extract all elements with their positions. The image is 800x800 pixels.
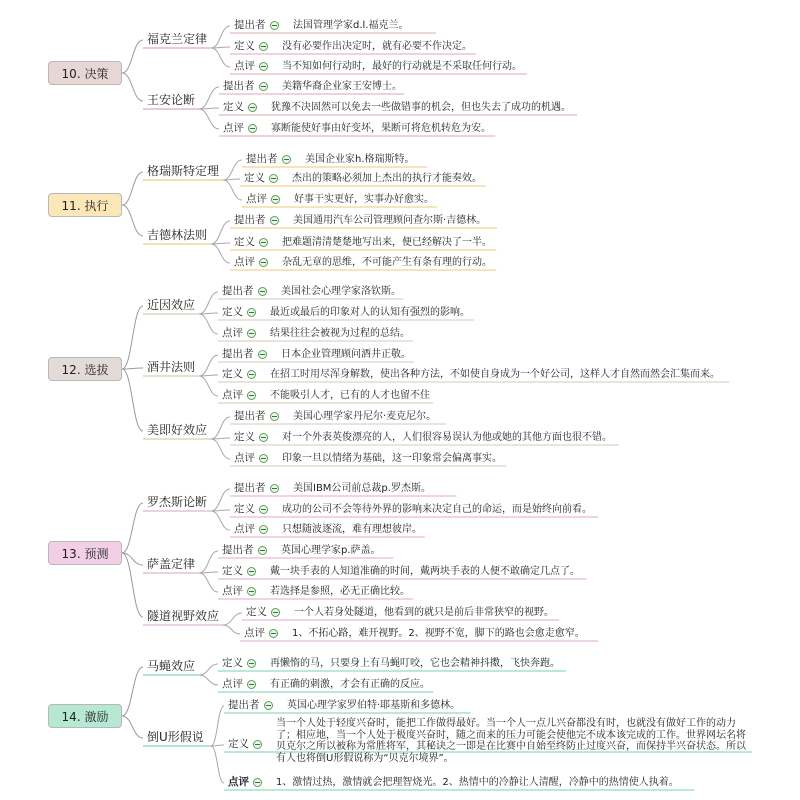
collapse-toggle-icon[interactable] xyxy=(259,525,268,534)
detail-branch-line xyxy=(199,551,218,573)
collapse-toggle-icon[interactable] xyxy=(282,155,291,164)
detail-text: 美籍华裔企业家王安博士。 xyxy=(282,81,402,92)
detail-text: 戴一块手表的人知道准确的时间，戴两块手表的人便不敢确定几点了。 xyxy=(270,566,580,577)
law-node[interactable]: 倒U形假说 xyxy=(147,730,204,744)
detail-branch-line xyxy=(199,292,218,314)
collapse-toggle-icon[interactable] xyxy=(253,740,262,749)
detail-text: 美国IBM公司前总裁p.罗杰斯。 xyxy=(293,483,431,494)
collapse-toggle-icon[interactable] xyxy=(258,287,267,296)
detail-branch-line xyxy=(199,376,218,396)
detail-label: 提出者 xyxy=(228,699,260,711)
detail-branch-line xyxy=(211,489,230,511)
detail-branch-line xyxy=(211,511,230,530)
category-node-12[interactable]: 12. 选拔 xyxy=(48,357,122,381)
collapse-toggle-icon[interactable] xyxy=(269,174,278,183)
detail-label: 提出者 xyxy=(222,285,254,297)
detail-branch-line xyxy=(211,221,230,244)
collapse-toggle-icon[interactable] xyxy=(259,454,268,463)
detail-text: 对一个外表英俊漂亮的人，人们很容易误认为他或她的其他方面也很不错。 xyxy=(282,432,612,443)
collapse-toggle-icon[interactable] xyxy=(259,82,268,91)
detail-label: 定义 xyxy=(222,657,243,669)
detail-text: 不能吸引人才，已有的人才也留不住 xyxy=(270,390,430,401)
law-node[interactable]: 萨盖定律 xyxy=(147,557,196,571)
category-branch-line xyxy=(122,368,143,369)
category-branch-line xyxy=(122,553,143,617)
detail-label: 定义 xyxy=(222,368,243,380)
detail-label: 点评 xyxy=(222,678,243,690)
detail-label: 定义 xyxy=(244,172,265,184)
detail-label: 定义 xyxy=(222,565,243,577)
detail-label: 点评 xyxy=(222,327,243,339)
collapse-toggle-icon[interactable] xyxy=(259,62,268,71)
detail-label: 提出者 xyxy=(223,80,255,92)
detail-text: 杰出的策略必须加上杰出的执行才能奏效。 xyxy=(292,173,482,184)
detail-branch-line xyxy=(211,439,230,459)
category-node-13[interactable]: 13. 预测 xyxy=(48,541,122,565)
detail-text: 当不知如何行动时，最好的行动就是不采取任何行动。 xyxy=(282,61,522,72)
detail-branch-line xyxy=(223,625,240,634)
detail-branch-line xyxy=(199,664,218,675)
collapse-toggle-icon[interactable] xyxy=(270,216,279,225)
collapse-toggle-icon[interactable] xyxy=(259,258,268,267)
collapse-toggle-icon[interactable] xyxy=(271,195,280,204)
detail-branch-line xyxy=(211,417,230,439)
collapse-toggle-icon[interactable] xyxy=(247,587,256,596)
category-branch-line xyxy=(122,306,143,369)
detail-branch-line xyxy=(199,109,219,129)
detail-label: 点评 xyxy=(234,523,255,535)
detail-label: 提出者 xyxy=(222,348,254,360)
detail-label: 点评 xyxy=(234,256,255,268)
detail-label: 点评 xyxy=(228,776,249,788)
detail-text: 最近或最后的印象对人的认知有强烈的影响。 xyxy=(270,307,470,318)
law-node[interactable]: 隧道视野效应 xyxy=(147,609,220,623)
detail-branch-line xyxy=(199,675,218,685)
detail-label: 点评 xyxy=(222,585,243,597)
detail-text: 法国管理学家d.l.福克兰。 xyxy=(293,20,409,31)
detail-branch-line xyxy=(199,573,218,592)
detail-label: 定义 xyxy=(246,606,267,618)
law-node[interactable]: 酒井法则 xyxy=(147,360,196,374)
detail-branch-line xyxy=(223,180,242,200)
detail-label: 点评 xyxy=(234,60,255,72)
detail-text: 美国通用汽车公司管理顾问查尔斯·吉德林。 xyxy=(293,215,487,226)
detail-label: 提出者 xyxy=(246,153,278,165)
detail-label: 点评 xyxy=(222,389,243,401)
collapse-toggle-icon[interactable] xyxy=(271,608,280,617)
detail-text: 日本企业管理顾问酒井正敬。 xyxy=(281,349,411,360)
detail-branch-line xyxy=(211,48,230,67)
detail-branch-line xyxy=(211,706,224,746)
detail-branch-line xyxy=(199,314,218,334)
detail-text: 美国企业家h.格瑞斯特。 xyxy=(305,154,415,165)
law-node[interactable]: 美即好效应 xyxy=(147,423,208,437)
detail-label: 定义 xyxy=(234,40,255,52)
detail-text: 只想随波逐流，难有理想彼岸。 xyxy=(282,524,422,535)
detail-label: 定义 xyxy=(222,306,243,318)
detail-branch-line xyxy=(211,26,230,48)
collapse-toggle-icon[interactable] xyxy=(247,567,256,576)
detail-label: 定义 xyxy=(234,503,255,515)
law-node[interactable]: 马蝇效应 xyxy=(147,659,196,673)
collapse-toggle-icon[interactable] xyxy=(259,433,268,442)
detail-text: 好事干实更好，实事办好愈实。 xyxy=(294,194,434,205)
category-node-14[interactable]: 14. 激励 xyxy=(48,704,122,728)
collapse-toggle-icon[interactable] xyxy=(247,329,256,338)
detail-text: 犹豫不决固然可以免去一些做错事的机会，但也失去了成功的机遇。 xyxy=(271,102,571,113)
law-node[interactable]: 王安论断 xyxy=(147,93,196,107)
collapse-toggle-icon[interactable] xyxy=(258,546,267,555)
category-branch-line xyxy=(122,73,143,101)
detail-text: 若选择是参照，必无正确比较。 xyxy=(270,586,410,597)
detail-branch-line xyxy=(211,746,224,783)
detail-text: 寡断能使好事由好变坏，果断可将危机转危为安。 xyxy=(271,123,491,134)
law-node[interactable]: 近因效应 xyxy=(147,298,196,312)
detail-branch-line xyxy=(199,355,218,376)
collapse-toggle-icon[interactable] xyxy=(258,350,267,359)
detail-label: 提出者 xyxy=(222,544,254,556)
detail-text: 再懒惰的马，只要身上有马蝇叮咬，它也会精神抖擞，飞快奔跑。 xyxy=(270,658,560,669)
detail-label: 定义 xyxy=(234,431,255,443)
collapse-toggle-icon[interactable] xyxy=(270,412,279,421)
collapse-toggle-icon[interactable] xyxy=(248,103,257,112)
detail-label: 提出者 xyxy=(234,214,266,226)
law-node[interactable]: 罗杰斯论断 xyxy=(147,495,208,509)
law-node[interactable]: 吉德林法则 xyxy=(147,228,208,242)
detail-branch-line xyxy=(223,160,242,180)
detail-label: 点评 xyxy=(234,452,255,464)
detail-text: 一个人若身处隧道，他看到的就只是前后非常狭窄的视野。 xyxy=(294,607,554,618)
detail-text: 美国心理学家丹尼尔·麦克尼尔。 xyxy=(293,411,437,422)
collapse-toggle-icon[interactable] xyxy=(259,505,268,514)
detail-text: 成功的公司不会等待外界的影响来决定自己的命运，而是始终向前看。 xyxy=(282,504,592,515)
collapse-toggle-icon[interactable] xyxy=(253,778,262,787)
collapse-toggle-icon[interactable] xyxy=(247,680,256,689)
detail-branch-line xyxy=(211,244,230,263)
detail-branch-line xyxy=(199,87,219,109)
collapse-toggle-icon[interactable] xyxy=(247,659,256,668)
category-branch-line xyxy=(122,667,143,716)
detail-label: 定义 xyxy=(234,236,255,248)
detail-label: 提出者 xyxy=(234,410,266,422)
detail-text: 结果往往会被视为过程的总结。 xyxy=(270,328,410,339)
detail-text: 美国社会心理学家洛钦斯。 xyxy=(281,286,401,297)
collapse-toggle-icon[interactable] xyxy=(247,370,256,379)
category-branch-line xyxy=(122,40,143,73)
detail-text: 英国心理学家p.萨盖。 xyxy=(281,545,381,556)
detail-label: 提出者 xyxy=(234,482,266,494)
collapse-toggle-icon[interactable] xyxy=(270,484,279,493)
detail-text: 当一个人处于轻度兴奋时，能把工作做得最好。当一个人一点儿兴奋都没有时，也就没有做好工作的动力了；相应地，当一个人处于极度兴奋时，随之而来的压力可能会使他完不成本该完成的工作。世界网坛名将贝克尔之所以被称为常胜将军，其秘诀之一即是在比赛中自始至终防止过度兴奋，而保持半兴奋状态。所以有人也将倒U形假说称为“贝克尔境界”。 xyxy=(276,718,746,764)
category-branch-line xyxy=(122,716,143,738)
law-node[interactable]: 福克兰定律 xyxy=(147,32,208,46)
collapse-toggle-icon[interactable] xyxy=(248,124,257,133)
detail-text: 英国心理学家罗伯特·耶基斯和多德林。 xyxy=(287,700,461,711)
category-branch-line xyxy=(122,172,143,205)
detail-text: 杂乱无章的思维，不可能产生有条有理的行动。 xyxy=(282,257,492,268)
category-branch-line xyxy=(122,503,143,553)
detail-label: 定义 xyxy=(228,738,249,750)
detail-label: 点评 xyxy=(246,193,267,205)
detail-text: 在招工时用尽浑身解数，使出各种方法，不如使自身成为一个好公司，这样人才自然而然会汇集而来。 xyxy=(270,369,720,380)
category-branch-line xyxy=(122,369,143,431)
collapse-toggle-icon[interactable] xyxy=(270,21,279,30)
detail-text: 有正确的刺激，才会有正确的反应。 xyxy=(270,679,430,690)
collapse-toggle-icon[interactable] xyxy=(247,308,256,317)
detail-branch-line xyxy=(223,613,242,625)
detail-label: 提出者 xyxy=(234,19,266,31)
detail-label: 定义 xyxy=(223,101,244,113)
detail-text: 把难题清清楚楚地写出来，便已经解决了一半。 xyxy=(282,237,492,248)
collapse-toggle-icon[interactable] xyxy=(259,42,268,51)
detail-label: 点评 xyxy=(244,627,265,639)
detail-text: 印象一旦以情绪为基础，这一印象常会偏离事实。 xyxy=(282,453,502,464)
collapse-toggle-icon[interactable] xyxy=(269,629,278,638)
detail-text: 1、不拓心路，难开视野。2、视野不宽，脚下的路也会愈走愈窄。 xyxy=(292,628,585,639)
category-node-10[interactable]: 10. 决策 xyxy=(48,61,122,85)
collapse-toggle-icon[interactable] xyxy=(264,701,273,710)
detail-text: 1、激情过热，激情就会把理智烧光。2、热情中的冷静让人清醒，冷静中的热情使人执着。 xyxy=(276,777,679,788)
detail-label: 点评 xyxy=(223,122,244,134)
collapse-toggle-icon[interactable] xyxy=(259,238,268,247)
detail-text: 没有必要作出决定时，就有必要不作决定。 xyxy=(282,41,472,52)
category-branch-line xyxy=(122,205,143,236)
category-node-11[interactable]: 11. 执行 xyxy=(48,193,122,217)
collapse-toggle-icon[interactable] xyxy=(247,391,256,400)
law-node[interactable]: 格瑞斯特定理 xyxy=(147,164,220,178)
